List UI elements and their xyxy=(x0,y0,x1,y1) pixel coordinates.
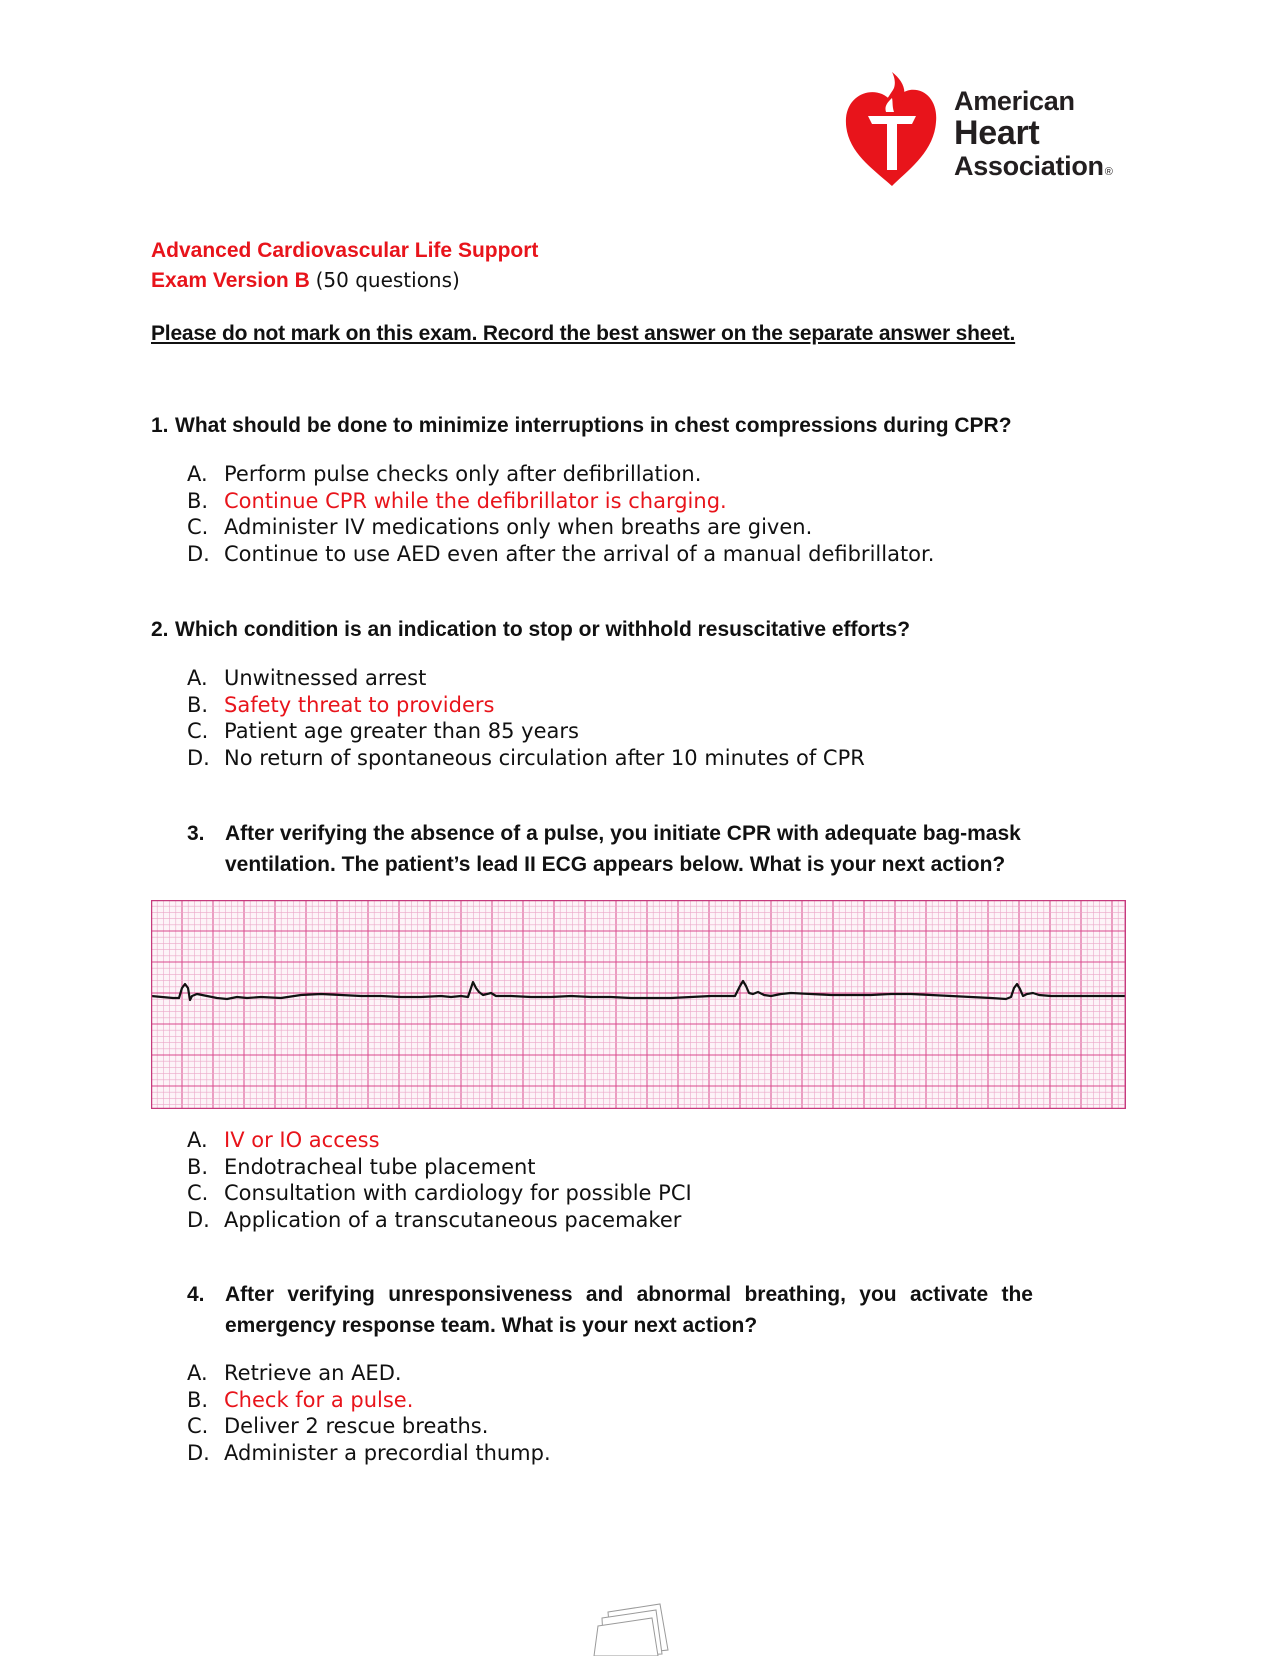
option-text: Continue to use AED even after the arrival of a manual defibrillator. xyxy=(224,541,935,566)
option-text: IV or IO access xyxy=(224,1128,380,1152)
exam-notice: Please do not mark on this exam. Record the best answer on the separate answer sheet. xyxy=(151,322,1016,345)
option-letter: B. xyxy=(187,1387,209,1412)
logo-wordmark xyxy=(954,86,1113,188)
ecg-strip xyxy=(151,900,1126,1109)
option-letter: C. xyxy=(187,719,209,743)
option-letter: D. xyxy=(187,745,210,770)
option-letter: C. xyxy=(187,1181,209,1205)
option-text: Safety threat to providers xyxy=(224,692,495,717)
course-title: Advanced Cardiovascular Life Support xyxy=(151,239,539,262)
option-letter: B. xyxy=(187,692,209,717)
question-number: 1. xyxy=(151,414,169,437)
option-letter: A. xyxy=(187,462,208,486)
option-text: Administer a precordial thump. xyxy=(224,1440,551,1465)
heart-torch-icon xyxy=(842,72,952,192)
option-text: No return of spontaneous circulation after 10 minutes of CPR xyxy=(224,745,865,770)
question-count: (50 questions) xyxy=(315,268,460,292)
option-letter: C. xyxy=(187,515,209,539)
option-text: Administer IV medications only when breaths are given. xyxy=(224,515,813,539)
question-text: After verifying the absence of a pulse, you initiate CPR with adequate bag-mask ventilation. The patient’s lead II ECG appears below. What is your next action? xyxy=(225,822,1021,876)
logo-line-association xyxy=(954,150,1113,188)
option-letter: B. xyxy=(187,488,209,513)
option-letter: D. xyxy=(187,1207,210,1232)
option-letter: C. xyxy=(187,1414,209,1438)
option-letter: D. xyxy=(187,1440,210,1465)
option-letter: D. xyxy=(187,541,210,566)
option-text: Consultation with cardiology for possible PCI xyxy=(224,1181,692,1205)
option-text: Endotracheal tube placement xyxy=(224,1154,536,1179)
question-number: 3. xyxy=(187,822,205,845)
aha-logo xyxy=(842,72,1142,192)
registered-mark: ® xyxy=(1104,166,1113,178)
option-letter: A. xyxy=(187,1128,208,1152)
question-number: 4. xyxy=(187,1283,205,1306)
option-letter: A. xyxy=(187,1361,208,1385)
option-text: Continue CPR while the defibrillator is charging. xyxy=(224,488,727,513)
question-number: 2. xyxy=(151,618,169,641)
logo-line-american: American xyxy=(954,86,1075,116)
logo-line-heart: Heart xyxy=(954,114,1040,152)
option-letter: B. xyxy=(187,1154,209,1179)
stacked-cards-icon xyxy=(590,1592,690,1656)
option-text: Application of a transcutaneous pacemaker xyxy=(224,1207,682,1232)
question-text: What should be done to minimize interruptions in chest compressions during CPR? xyxy=(175,414,1012,437)
exam-version: Exam Version B xyxy=(151,269,310,292)
option-text: Retrieve an AED. xyxy=(224,1361,402,1385)
option-text: Deliver 2 rescue breaths. xyxy=(224,1414,489,1438)
question-text: Which condition is an indication to stop or withhold resuscitative efforts? xyxy=(175,618,911,641)
option-text: Patient age greater than 85 years xyxy=(224,719,579,743)
exam-version-line xyxy=(151,268,460,293)
question-text: After verifying unresponsiveness and abnormal breathing, you activate the emergency response team. What is your next action? xyxy=(225,1283,1033,1337)
logo-association-text: Association xyxy=(954,151,1104,181)
option-letter: A. xyxy=(187,666,208,690)
option-text: Check for a pulse. xyxy=(224,1387,414,1412)
option-text: Unwitnessed arrest xyxy=(224,666,427,690)
option-text: Perform pulse checks only after defibrillation. xyxy=(224,462,702,486)
